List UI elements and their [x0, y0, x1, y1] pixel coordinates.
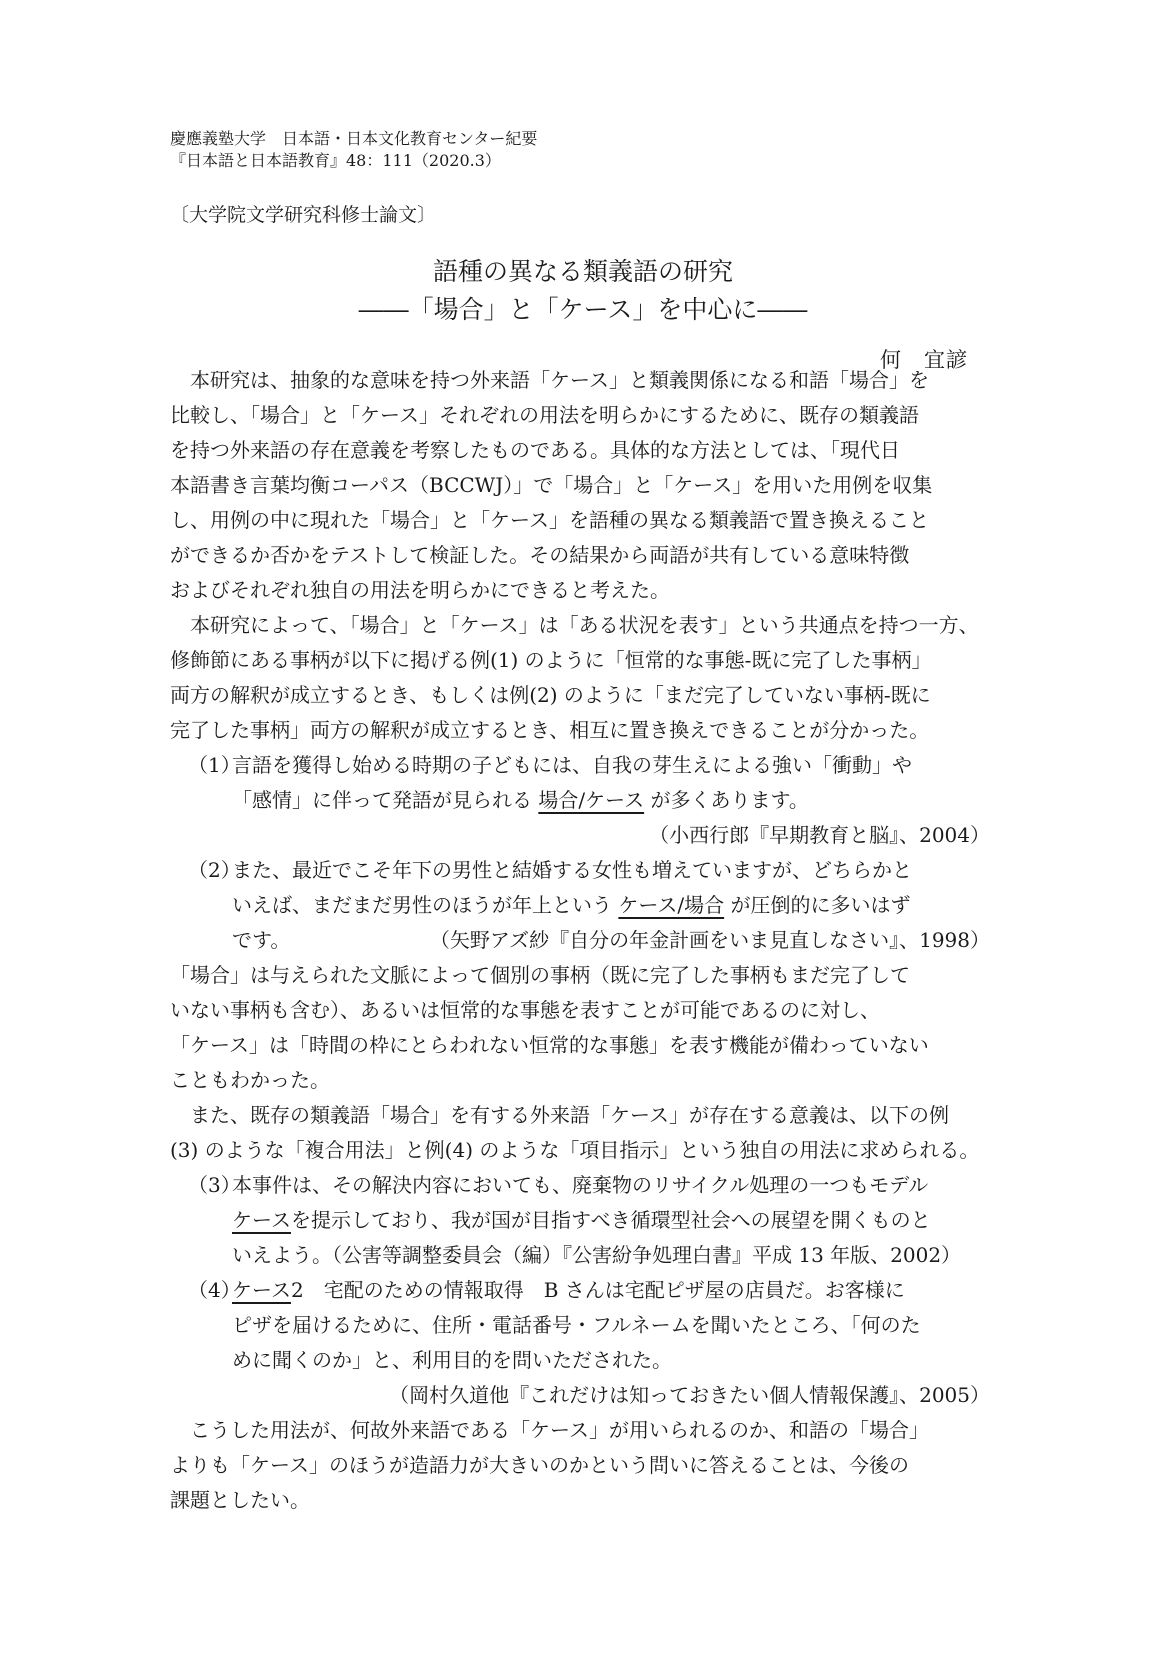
example-text: が多くあります。 [644, 788, 809, 812]
body-line: よりも「ケース」のほうが造語力が大きいのかという問いに答えることは、今後の [170, 1453, 909, 1477]
example-line: 本事件は、その解決内容においても、廃棄物のリサイクル処理の一つもモデル [232, 1173, 929, 1197]
example-citation: （小西行郎『早期教育と脳』、2004） [649, 823, 990, 847]
example-text: が圧倒的に多いはず [724, 893, 911, 917]
article-category: 〔大学院文学研究科修士論文〕 [170, 204, 437, 226]
body-line: また、既存の類義語「場合」を有する外来語「ケース」が存在する意義は、以下の例 [170, 1103, 949, 1127]
example-line: ピザを届けるために、住所・電話番号・フルネームを聞いたところ、「何のた [232, 1313, 921, 1337]
example-citation: （岡村久道他『これだけは知っておきたい個人情報保護』、2005） [389, 1383, 990, 1407]
body-line: こともわかった。 [170, 1068, 330, 1092]
header-institution: 慶應義塾大学 日本語・日本文化教育センター紀要 [170, 129, 538, 148]
example-target-word: ケース/場合 [618, 893, 725, 917]
body-line: 「ケース」は「時間の枠にとらわれない恒常的な事態」を表す機能が備わっていない [170, 1033, 929, 1057]
body-line: 本研究は、抽象的な意味を持つ外来語「ケース」と類義関係になる和語「場合」を [170, 368, 929, 392]
body-line: およびそれぞれ独自の用法を明らかにできると考えた。 [170, 578, 670, 602]
example-line [232, 783, 990, 817]
body-line: ができるか否かをテストして検証した。その結果から両語が共有している意味特徴 [170, 543, 910, 567]
header-journal: 『日本語と日本語教育』48：111（2020.3） [170, 151, 501, 170]
author-name: 何 宜諺 [880, 348, 968, 372]
example-line: です。 [232, 928, 291, 952]
body-line: 両方の解釈が成立するとき、もしくは例(2) のように「まだ完了していない事柄-既に [170, 683, 931, 707]
example-number: （4） [188, 1278, 241, 1302]
body-line: 修飾節にある事柄が以下に掲げる例(1) のように「恒常的な事態-既に完了した事柄」 [170, 648, 932, 672]
example-citation: （矢野アズ紗『自分の年金計画をいま見直しなさい』、1998） [429, 928, 990, 952]
body-line: 本語書き言葉均衡コーパス（BCCWJ）」で「場合」と「ケース」を用いた用例を収集 [170, 473, 933, 497]
example-line: また、最近でこそ年下の男性と結婚する女性も増えていますが、どちらかと [232, 858, 912, 882]
example-number: （3） [188, 1173, 241, 1197]
page-title: 語種の異なる類義語の研究 [432, 257, 733, 286]
example-text: いえば、まだまだ男性のほうが年上という [232, 893, 619, 917]
example-text: 2 宅配のための情報取得 B さんは宅配ピザ屋の店員だ。お客様に [291, 1278, 905, 1302]
example-target-word: 場合/ケース [538, 788, 645, 812]
example-target-word: ケース [232, 1208, 291, 1232]
body-line: (3) のような「複合用法」と例(4) のような「項目指示」という独自の用法に求められる。 [170, 1138, 980, 1162]
example-line [232, 888, 990, 922]
example-target-word: ケース [232, 1278, 291, 1302]
body-line: いない事柄も含む）、あるいは恒常的な事態を表すことが可能であるのに対し、 [170, 998, 880, 1022]
body-line: 「場合」は与えられた文脈によって個別の事柄（既に完了した事柄もまだ完了して [170, 963, 910, 987]
example-line: 言語を獲得し始める時期の子どもには、自我の芽生えによる強い「衝動」や [232, 753, 912, 777]
body-line: を持つ外来語の存在意義を考察したものである。具体的な方法としては、「現代日 [170, 438, 900, 462]
body-line: 完了した事柄」両方の解釈が成立するとき、相互に置き換えできることが分かった。 [170, 718, 930, 742]
example-text: を提示しており、我が国が目指すべき循環型社会への展望を開くものと [291, 1208, 931, 1232]
body-line: 比較し、「場合」と「ケース」それぞれの用法を明らかにするために、既存の類義語 [170, 403, 919, 427]
example-line: めに聞くのか」と、利用目的を問いただされた。 [232, 1348, 672, 1372]
body-line: 本研究によって、「場合」と「ケース」は「ある状況を表す」という共通点を持つ一方、 [170, 613, 979, 637]
example-line [232, 1273, 990, 1307]
page-subtitle: ――「場合」と「ケース」を中心に―― [358, 295, 808, 324]
example-line [232, 1203, 990, 1237]
body-line: し、用例の中に現れた「場合」と「ケース」を語種の異なる類義語で置き換えること [170, 508, 929, 532]
body-line: こうした用法が、何故外来語である「ケース」が用いられるのか、和語の「場合」 [170, 1418, 929, 1442]
example-text: 「感情」に伴って発語が見られる [232, 788, 539, 812]
body-line: 課題としたい。 [170, 1488, 310, 1512]
example-number: （1） [188, 753, 241, 777]
example-number: （2） [188, 858, 241, 882]
example-line: いえよう。（公害等調整委員会（編）『公害紛争処理白書』平成 13 年版、2002） [232, 1243, 962, 1267]
